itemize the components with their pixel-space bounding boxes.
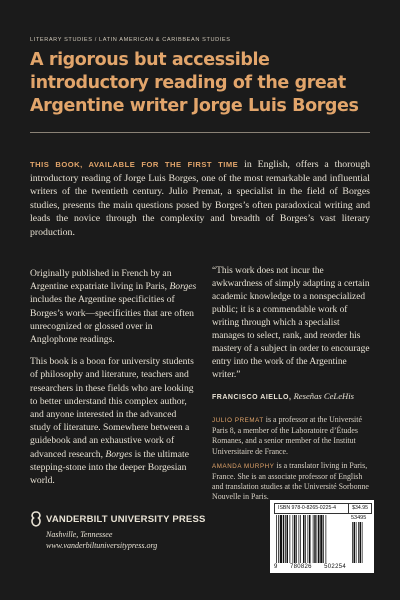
category-line: LITERARY STUDIES / LATIN AMERICAN & CARIBBEAN STUDIES (30, 37, 231, 43)
p2-book-title: Borges (105, 448, 133, 460)
blurb-attribution (212, 391, 372, 401)
p1-text-b: includes the Argentine specificities of Borges’s work—specificities that are often unrecognized or glossed over in Anglophone readings. (30, 294, 194, 346)
translator-bio (212, 461, 372, 503)
barcode-box (270, 500, 374, 573)
addon-number: 53495 (351, 515, 367, 521)
blurb-quote: “This work does not incur the awkwardness of simply adapting a certain academic knowledge to a nonspecialized public; it is a commendable work of writing through which a specialist manages to select, rank, and reorder his mastery of a subject in order to encourage entry into the work of the Argentine writer.” (212, 266, 370, 380)
author-bio-text: is a professor at the Université Paris 8, a member of the Laboratoire d’Études Romanes, and a senior member of the Institut Universitaire de France. (212, 415, 362, 456)
left-paragraph-1 (30, 267, 198, 346)
p1-text-a: Originally published in French by an Argentine expatriate living in Paris, (30, 268, 172, 293)
right-column (212, 265, 372, 503)
attribution-source: Reseñas CeLeHis (293, 391, 354, 401)
headline: A rigorous but accessible introductory reading of the great Argentine writer Jorge Luis Borges (30, 50, 359, 116)
divider (30, 132, 370, 133)
p2-text-b: is the ultimate stepping-stone into the deeper Borgesian world. (30, 448, 189, 487)
translator-name: AMANDA MURPHY (212, 462, 275, 470)
barcode-digits (274, 564, 346, 570)
price: $34.95 (352, 505, 368, 511)
barcode-digits-3: 502254 (324, 564, 346, 570)
translator-bio-text: is a translator living in Paris, France. She is an associate professor of English and translation studies at the Université Sorbonne Nouvelle in Paris. (212, 460, 369, 502)
intro-paragraph (30, 158, 370, 239)
barcode-bars (274, 515, 370, 564)
author-bio (212, 415, 372, 457)
intro-lead: THIS BOOK, AVAILABLE FOR THE FIRST TIME (30, 160, 239, 169)
barcode-digits-2: 780826 (289, 564, 312, 570)
p2-text-a: This book is a boon for university students of philosophy and literature, teachers and researchers in these fields who are looking to better understand this complex author, and anyone interested in the advanced study of literature. Somewhere between a guidebook and an exhaustive work of advanced research, (30, 356, 194, 460)
intro-text: in English, offers a thorough introductory reading of Jorge Luis Borges, one of the most remarkable and influential writers of the twentieth century. Julio Premat, a specialist in the field of Borges studies, presents the main questions posed by Borges’s often paradoxical writing and leads the novice through the complexity and breadth of Borges’s vast literary production. (30, 159, 370, 238)
attribution-name: FRANCISCO AIELLO, (212, 394, 292, 401)
p1-book-title: Borges (169, 281, 197, 293)
left-paragraph-2 (30, 355, 198, 487)
isbn-number: ISBN 978-0-8265-0225-4 (275, 504, 349, 513)
publisher-name: VANDERBILT UNIVERSITY PRESS (46, 514, 206, 525)
isbn-row (274, 503, 372, 514)
publisher-city: Nashville, Tennessee (46, 530, 113, 539)
left-column (30, 267, 198, 496)
publisher-url: www.vanderbiltuniversitypress.org (46, 541, 158, 550)
publisher-logo-icon (30, 510, 42, 528)
barcode-digit-1: 9 (274, 564, 278, 570)
author-name: JULIO PREMAT (212, 417, 264, 424)
